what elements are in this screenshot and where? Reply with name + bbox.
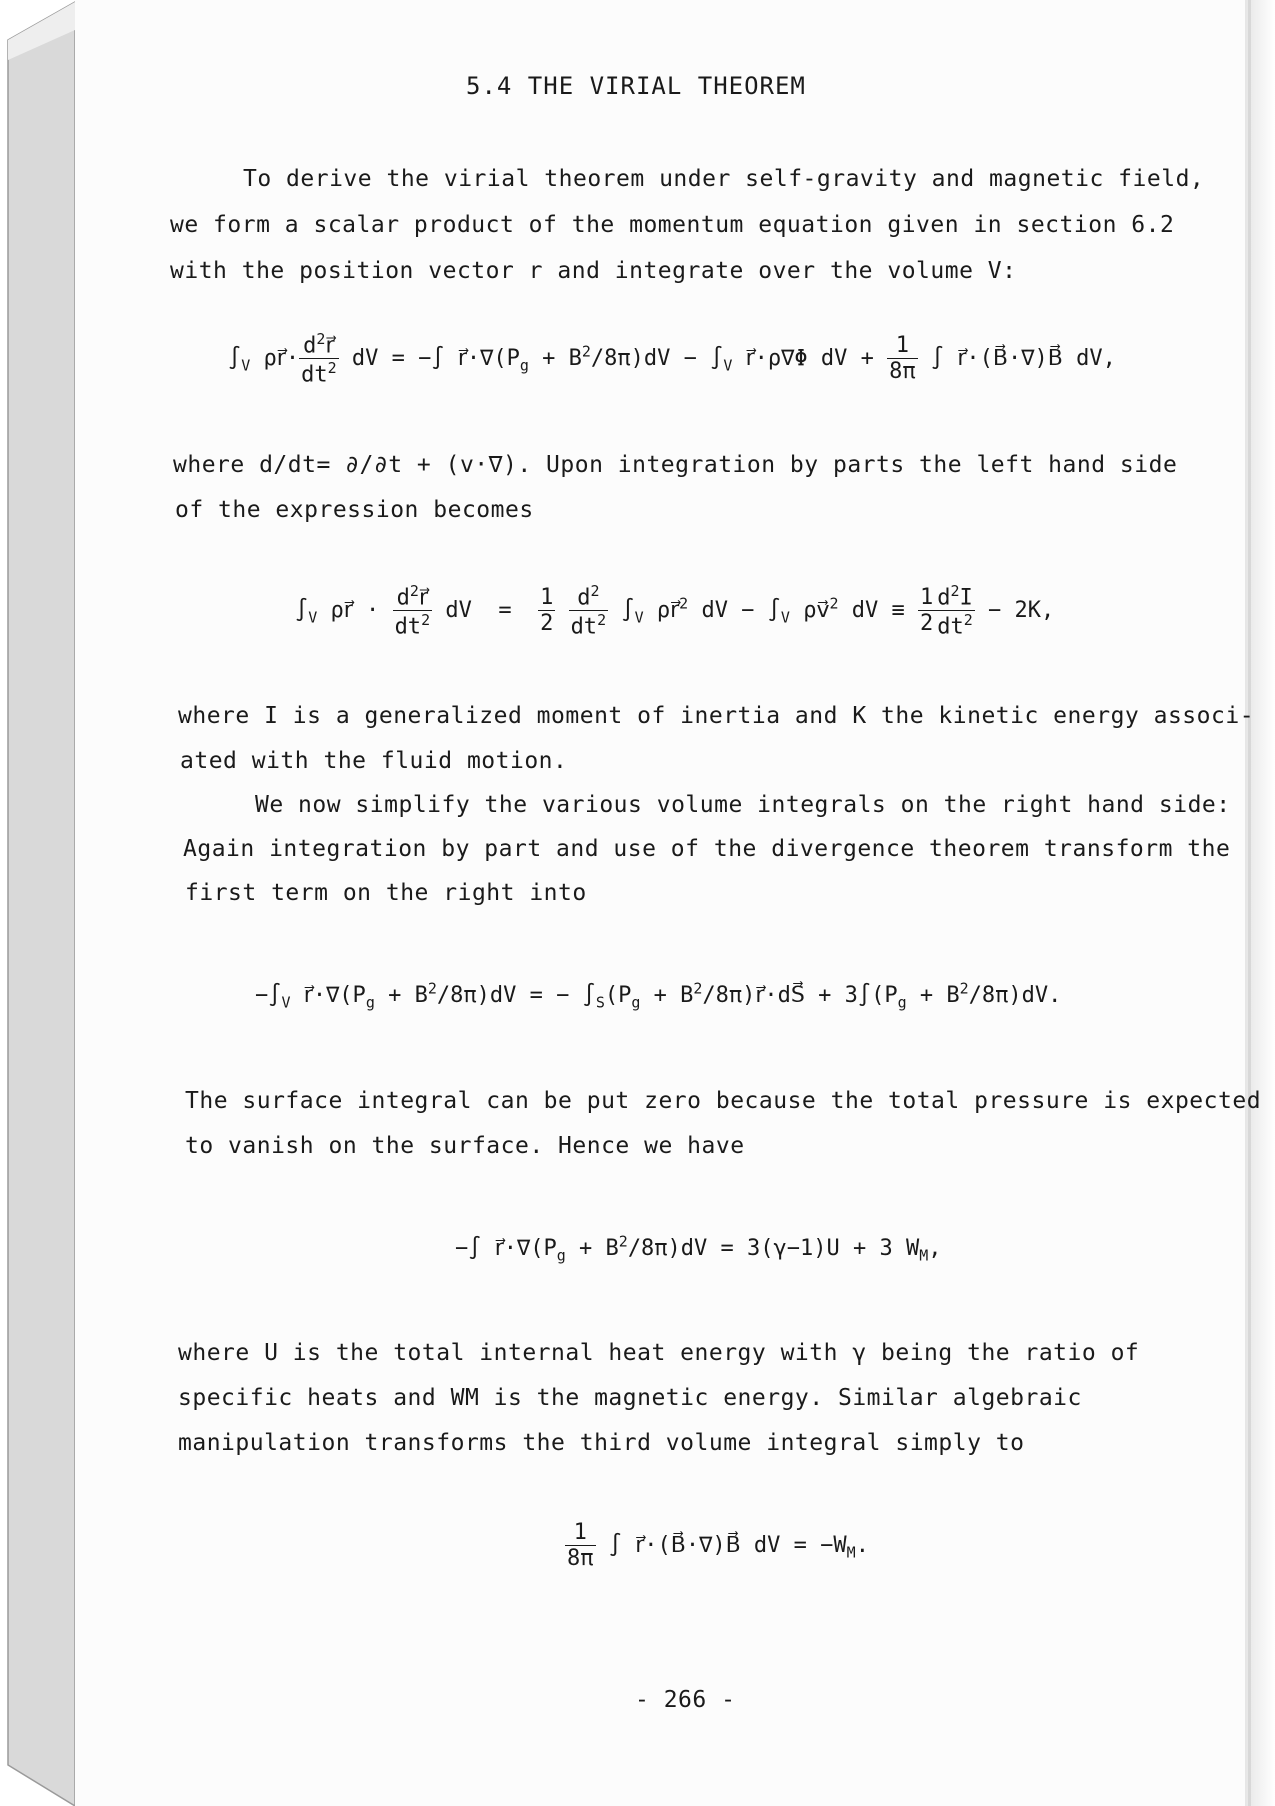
section-title: 5.4 THE VIRIAL THEOREM: [466, 72, 806, 100]
equation-5: $\frac{1}{8\pi}$ ∫ r⃗·(B⃗·∇)B⃗ dV = $-W_M$.: [567, 1520, 869, 1571]
para4-line-1: The surface integral can be put zero because the total pressure is expected: [185, 1088, 1262, 1114]
para5-line-1: where U is the total internal heat energy with γ being the ratio of: [178, 1340, 1140, 1366]
para3-line-1: where I is a generalized moment of inertia and K the kinetic energy associ-: [178, 703, 1255, 729]
equation-3: $-\int_V$ $r⃗\cdot\nabla(P_g + B^2/8\pi)dV$ = − $\int_S(P_g$ + $B^2/8\pi)r⃗\cdot dS⃗ + 3\int(P_g + B^2/8\pi)dV$.: [255, 980, 1062, 1012]
equation-2: $\int_V$ ρr⃗ · $\frac{d^2r⃗}{dt^2}$ dV = $\frac{1}{2}$ $\frac{d^2}{dt^2}$ $\int_V$ ρr⃗$^2$ dV − $\int_V$ ρv⃗$^2$ dV ≡ $\frac{1}{2}$ $\frac{d^2I}{dt^2}$ − 2K,: [295, 582, 1055, 640]
para3-line-3: We now simplify the various volume integrals on the right hand side:: [255, 792, 1231, 818]
para3-line-2: ated with the fluid motion.: [180, 748, 568, 774]
equation-1: $\int_V$ ρr⃗· $\frac{d^2r⃗}{dt^2}$ dV = −∫ $r⃗\cdot\nabla(P_g + B^2/8\pi)dV - \int_V$ r⃗·ρ∇Φ dV + $\frac{1}{8\pi}$ ∫ r⃗·(B⃗·∇)B⃗ dV,: [228, 330, 1116, 388]
book-binding-edge: [0, 0, 80, 1806]
para2-line-1: where d/dt= ∂/∂t + (v·∇). Upon integration by parts the left hand side: [173, 452, 1178, 478]
para3-line-4: Again integration by part and use of the divergence theorem transform the: [183, 836, 1231, 862]
para1-line-3: with the position vector r and integrate over the volume V:: [170, 258, 1017, 284]
page-number: - 266 -: [635, 1687, 736, 1713]
para2-line-2: of the expression becomes: [175, 497, 534, 523]
para4-line-2: to vanish on the surface. Hence we have: [185, 1133, 745, 1159]
para5-line-3: manipulation transforms the third volume integral simply to: [178, 1430, 1025, 1456]
page-divider: [1248, 0, 1251, 1806]
para3-line-5: first term on the right into: [185, 880, 587, 906]
para1-line-1: To derive the virial theorem under self-gravity and magnetic field,: [243, 166, 1205, 192]
equation-4: −∫ $r⃗\cdot\nabla(P_g + B^2/8\pi)dV = 3(\gamma-1)U + 3$ $W_M$,: [455, 1233, 942, 1265]
para5-line-2: specific heats and WM is the magnetic energy. Similar algebraic: [178, 1385, 1082, 1411]
para1-line-2: we form a scalar product of the momentum equation given in section 6.2: [170, 212, 1175, 238]
